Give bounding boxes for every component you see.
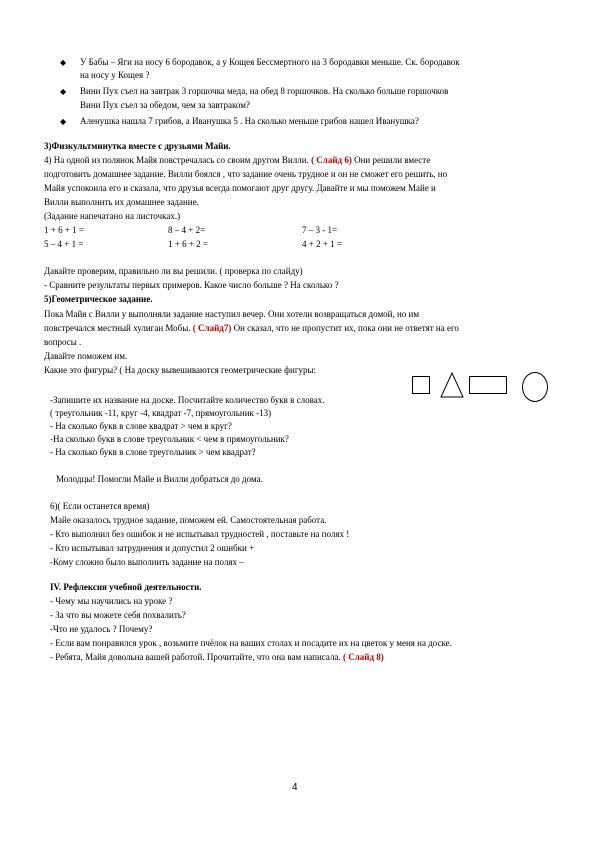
bullet-diamond-icon: ◆ <box>60 117 67 126</box>
bullet-diamond-icon: ◆ <box>60 58 67 67</box>
section-6-line-3: - Кто испытывал затруднения и допустил 2 ошибки + <box>50 543 255 553</box>
geo-line-1: -Запишите их название на доске. Посчитайте количество букв в словах. <box>50 395 325 405</box>
geo-line-5: - На сколько букв в слове треугольник > чем квадрат? <box>50 447 256 457</box>
section-4-line-1 <box>44 155 430 166</box>
section-5-title: 5)Геометрическое задание. <box>44 294 153 304</box>
problem-2-line-1: Вини Пух съел на завтрак 3 горшочка меда, на обед 8 горшочков. На сколько больше горшочков <box>80 86 449 96</box>
example-2-1: 5 – 4 + 1 = <box>44 239 84 249</box>
section-6-line-1: Майе оказалось трудное задание, поможем ей. Самостоятельная работа. <box>50 515 327 525</box>
slide-8-label: ( Слайд 8) <box>342 652 384 662</box>
example-2-3: 4 + 2 + 1 = <box>302 239 342 249</box>
reflection-line-5 <box>50 652 384 663</box>
section-5-line-5: Какие это фигуры? ( На доску вывешиваются геометрические фигуры: <box>44 365 317 375</box>
section-4-line-2: подготовить домашнее задание. Вилли боялся , что задание очень трудное и он не сможет его решить, но <box>44 169 448 179</box>
reflection-title: IV. Рефлексия учебной деятельности. <box>50 582 202 592</box>
example-1-3: 7 – 3 - 1= <box>302 225 338 235</box>
example-2-2: 1 + 6 + 2 = <box>168 239 208 249</box>
section-3-title: 3)Физкультминутка вместе с друзьями Майи. <box>44 141 231 151</box>
section-6-title: 6)( Если останется время) <box>50 501 150 511</box>
geo-line-3: - На сколько букв в слове квадрат > чем в круг? <box>50 421 232 431</box>
example-1-1: 1 + 6 + 1 = <box>44 225 84 235</box>
section-4-line-4: Вилли выполнить их домашнее задание. <box>44 197 199 207</box>
section-4-line-5: (Задание напечатано на листочках.) <box>44 211 181 221</box>
section-5-text-cont: Он сказал, что не пропустит их, пока они не ответят на его <box>233 323 459 333</box>
geo-praise: Молодцы! Помогли Майе и Вилли добраться до дома. <box>56 474 263 484</box>
example-1-2: 8 – 4 + 2= <box>168 225 206 235</box>
section-4-line-3: Майя успокоила его и сказала, что друзья всегда помогают друг другу. Давайте и мы поможем Майе и <box>44 183 436 193</box>
reflection-line-4: - Если вам понравился урок , возьмите пчёлок на ваших столах и посадите их на цветок у меня на доске. <box>50 638 452 648</box>
slide-6-label: ( Слайд 6) <box>311 155 352 165</box>
section-5-line-2 <box>44 323 459 334</box>
reflection-line-2: - За что вы можете себя похвалить? <box>50 610 186 620</box>
reflection-text: - Ребята, Майя довольна вашей работой. Прочитайте, что она вам написала. <box>50 652 341 662</box>
circle-shape <box>522 372 548 402</box>
rectangle-shape <box>469 376 507 394</box>
problem-1-line-1: У Бабы – Яги на носу 6 бородавок, а у Кощея Бессмертного на 3 бородавки меньше. Ск. бородавок <box>80 57 460 67</box>
bullet-diamond-icon: ◆ <box>60 87 67 96</box>
problem-3-line-1: Аленушка нашла 7 грибов, а Иванушка 5 . На сколько меньше грибов нашел Иванушка? <box>80 116 419 126</box>
geo-line-2: ( треугольник -11, круг -4, квадрат -7, прямоугольник -13) <box>50 408 272 418</box>
section-5-line-3: вопросы . <box>44 337 82 347</box>
section-6-line-2: - Кто выполнил без ошибок и не испытывал трудностей , поставьте на полях ! <box>50 529 350 539</box>
check-line-1: Давайте проверим, правильно ли вы решили. ( проверка по слайду) <box>44 266 303 276</box>
square-shape <box>412 376 430 394</box>
page-number: 4 <box>292 782 298 793</box>
slide-7-label: ( Слайд7) <box>192 323 232 333</box>
section-5-line-4: Давайте поможем им. <box>44 351 128 361</box>
reflection-line-1: - Чему мы научились на уроке ? <box>50 596 173 606</box>
section-5-text: повстречался местный хулиган Мобы. <box>44 323 191 333</box>
section-6-line-4: -Кому сложно было выполнить задание на полях – <box>50 557 244 567</box>
section-4-text: 4) На одной из полянок Майя повстречалась со своим другом Вилли. <box>44 155 309 165</box>
problem-2-line-2: Вини Пух съел за обедом, чем за завтраком? <box>80 100 250 110</box>
check-line-2: - Сравните результаты первых примеров. Какое число больше ? На сколько ? <box>44 280 339 290</box>
problem-1-line-2: на носу у Кощея ? <box>80 70 150 80</box>
triangle-shape <box>440 372 464 398</box>
geo-line-4: -На сколько букв в слове треугольник < чем в прямоугольник? <box>50 434 289 444</box>
section-4-text-cont: Они решили вместе <box>354 155 431 165</box>
reflection-line-3: -Что не удалось ? Почему? <box>50 624 153 634</box>
section-5-line-1: Пока Майя с Вилли у выполняли задание наступил вечер. Они хотели возвращаться домой, но им <box>44 309 420 319</box>
